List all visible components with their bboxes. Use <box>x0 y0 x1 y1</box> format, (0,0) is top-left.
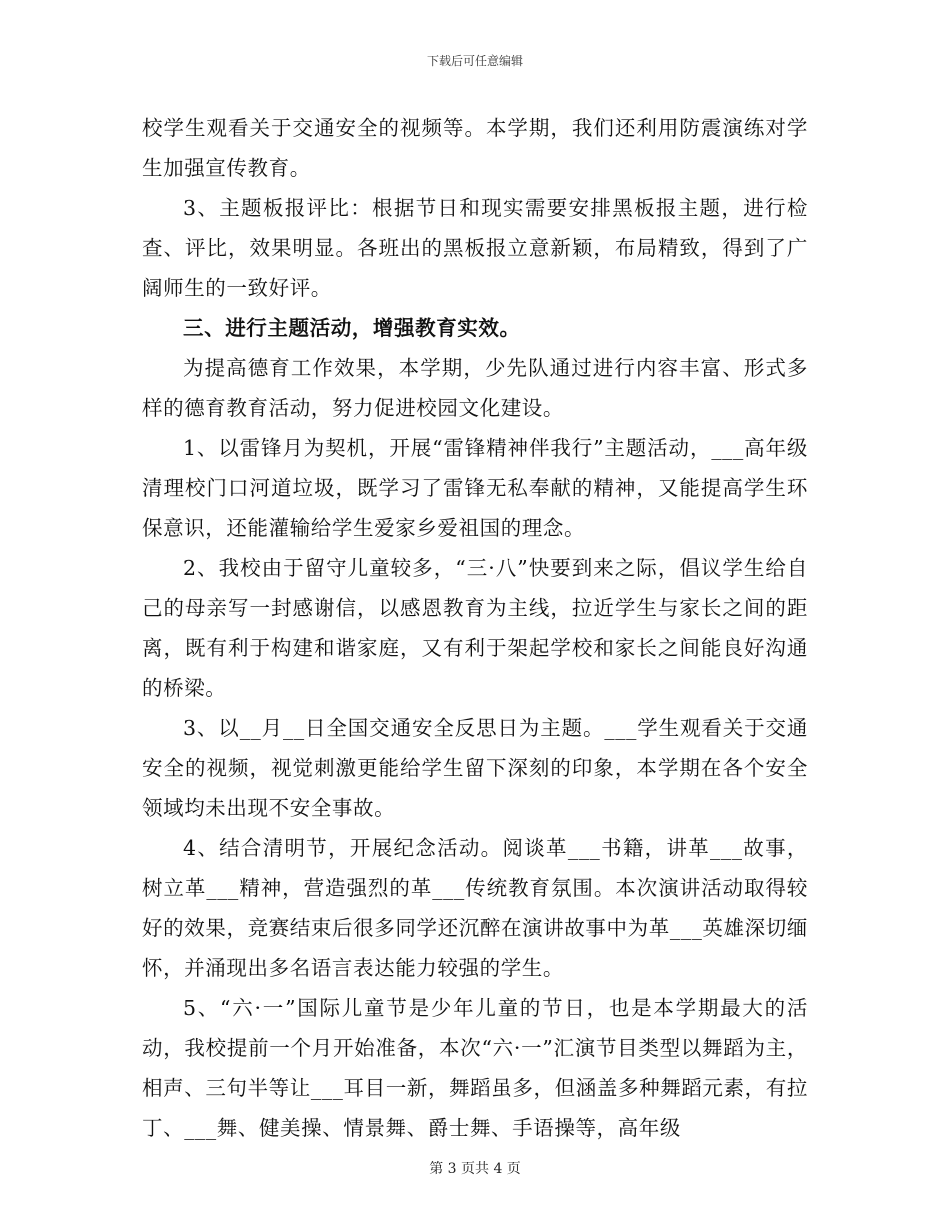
paragraph-6: 2、我校由于留守儿童较多，“三·八”快要到来之际，倡议学生给自己的母亲写一封感谢信，以感恩教育为主线，拉近学生与家长之间的距离，既有利于构建和谐家庭，又有利于架起学校和家长之间能良好沟通的桥梁。 <box>142 556 808 700</box>
page-header: 下载后可任意编辑 <box>426 54 523 68</box>
paragraph-1: 校学生观看关于交通安全的视频等。本学期，我们还利用防震演练对学生加强宣传教育。 <box>142 116 808 180</box>
page-footer: 第 3 页共 4 页 <box>429 1161 521 1177</box>
paragraph-7: 3、以__月__日全国交通安全反思日为主题。___学生观看关于交通安全的视频，视觉刺激更能给学生留下深刻的印象，本学期在各个安全领域均未出现不安全事故。 <box>142 716 808 820</box>
paragraph-2: 3、主题板报评比：根据节日和现实需要安排黑板报主题，进行检查、评比，效果明显。各班出的黑板报立意新颖，布局精致，得到了广阔师生的一致好评。 <box>142 196 808 300</box>
document-body <box>142 108 808 1148</box>
paragraph-4: 为提高德育工作效果，本学期，少先队通过进行内容丰富、形式多样的德育教育活动，努力促进校园文化建设。 <box>142 356 808 420</box>
paragraph-8: 4、结合清明节，开展纪念活动。阅谈革___书籍，讲革___故事，树立革___精神，营造强烈的革___传统教育氛围。本次演讲活动取得较好的效果，竞赛结束后很多同学还沉醉在演讲故事中为革___英雄深切缅怀，并涌现出多名语言表达能力较强的学生。 <box>142 836 808 980</box>
section-heading: 三、进行主题活动，增强教育实效。 <box>183 316 521 340</box>
paragraph-9: 5、“六·一”国际儿童节是少年儿童的节日，也是本学期最大的活动，我校提前一个月开始准备，本次“六·一”汇演节目类型以舞蹈为主，相声、三句半等让___耳目一新，舞蹈虽多，但涵盖多种舞蹈元素，有拉丁、___舞、健美操、情景舞、爵士舞、手语操等，高年级 <box>142 996 808 1140</box>
paragraph-5: 1、以雷锋月为契机，开展“雷锋精神伴我行”主题活动，___高年级清理校门口河道垃圾，既学习了雷锋无私奉献的精神，又能提高学生环保意识，还能灌输给学生爱家乡爱祖国的理念。 <box>142 436 808 540</box>
